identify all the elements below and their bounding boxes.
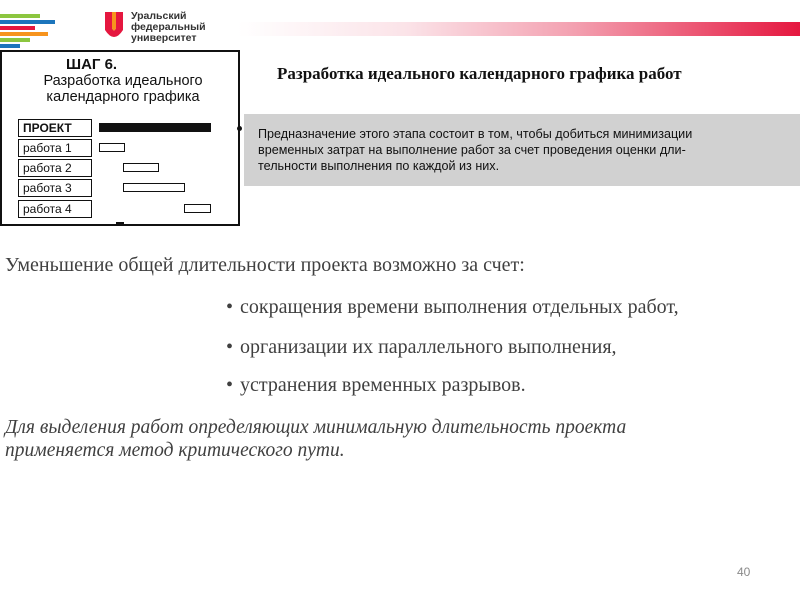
info-line-2: временных затрат на выполнение работ за счет проведения оценки дли-	[258, 143, 686, 157]
gantt-bar-task-3	[123, 183, 185, 192]
logo-line-1: Уральский	[131, 10, 187, 22]
bullet-dot-icon: •	[226, 296, 234, 318]
bullet-dot-icon: •	[226, 336, 234, 358]
step-subtitle-line-2: календарного графика	[46, 89, 200, 105]
bullet-item-3	[226, 374, 526, 397]
bullet-text-2: организации их параллельного выполнения,	[240, 336, 617, 358]
note-line-2: применяется метод критического пути.	[5, 440, 345, 461]
university-logo-icon	[103, 10, 125, 44]
slide-title: Разработка идеального календарного графика работ	[277, 64, 682, 83]
gantt-bar-task-2	[123, 163, 159, 172]
info-text	[258, 126, 798, 174]
gantt-bar-task-4	[184, 204, 211, 213]
bullet-item-2	[226, 336, 617, 359]
main-heading: Уменьшение общей длительности проекта возможно за счет:	[5, 254, 525, 276]
critical-path-note	[5, 416, 795, 462]
gantt-label-task-1: работа 1	[18, 139, 92, 157]
header-stripes	[0, 0, 90, 48]
bullet-dot-icon: •	[226, 374, 234, 396]
gantt-label-task-4: работа 4	[18, 200, 92, 218]
info-line-3: тельности выполнения по каждой из них.	[258, 159, 500, 173]
gantt-label-task-3: работа 3	[18, 179, 92, 197]
note-line-1: Для выделения работ определяющих минимальную длительность проекта	[5, 417, 627, 438]
step-subtitle	[18, 73, 228, 105]
university-name	[131, 11, 206, 44]
step-subtitle-line-1: Разработка идеального	[43, 73, 203, 89]
header-gradient-bar	[238, 22, 800, 36]
gantt-label-project: ПРОЕКТ	[18, 119, 92, 137]
gantt-bar-task-1	[99, 143, 125, 152]
info-bullet-icon	[237, 126, 242, 131]
page-number: 40	[737, 565, 751, 579]
logo-line-3: университет	[131, 32, 197, 44]
gantt-tick	[116, 222, 124, 226]
gantt-bar-project	[99, 123, 211, 132]
bullet-text-1: сокращения времени выполнения отдельных работ,	[240, 296, 679, 318]
step-title: ШАГ 6.	[66, 56, 118, 73]
info-line-1: Предназначение этого этапа состоит в том, чтобы добиться минимизации	[258, 127, 693, 141]
gantt-label-task-2: работа 2	[18, 159, 92, 177]
bullet-item-1	[226, 296, 679, 319]
bullet-text-3: устранения временных разрывов.	[240, 374, 526, 396]
logo-line-2: федеральный	[131, 21, 206, 33]
